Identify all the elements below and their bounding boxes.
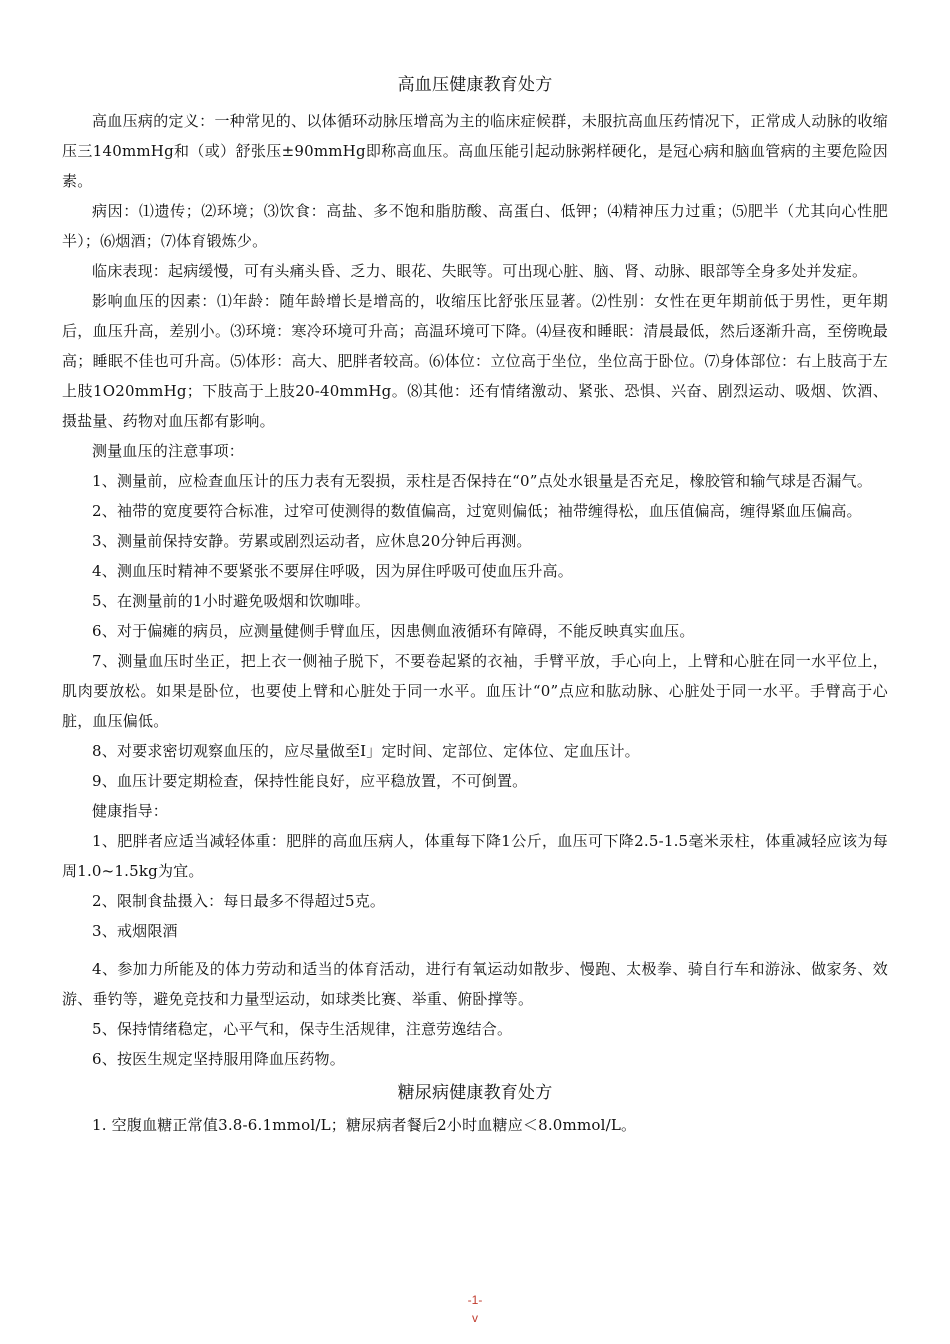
section-title-diabetes: 糖尿病健康教育处方 bbox=[397, 1083, 553, 1103]
paragraph-measure-2: 2、袖带的宽度要符合标准，过窄可使测得的数值偏高，过宽则偏低；袖带缠得松，血压值偏高，缠得紧血压偏高。 bbox=[92, 502, 862, 520]
paragraph-guidance-2: 2、限制食盐摄入：每日最多不得超过5克。 bbox=[92, 892, 386, 910]
paragraph-measure-5: 5、在测量前的1小时避免吸烟和饮咖啡。 bbox=[92, 592, 370, 610]
document-body bbox=[62, 70, 888, 1140]
paragraph-definition: 高血压病的定义：一种常见的、以体循环动脉压增高为主的临床症候群，未服抗高血压药情况下，正常成人动脉的收缩压三140mmHg和（或）舒张压±90mmHg即称高血压。高血压能引起动脉粥样硬化，是冠心病和脑血管病的主要危险因素。 bbox=[62, 112, 888, 190]
paragraph-guidance-6: 6、按医生规定坚持服用降血压药物。 bbox=[92, 1050, 345, 1068]
paragraph-guidance-1: 1、肥胖者应适当减轻体重：肥胖的高血压病人，体重每下降1公斤，血压可下降2.5-1.5毫米汞柱，体重减轻应该为每周1.0~1.5kg为宜。 bbox=[62, 832, 888, 880]
paragraph-measure-6: 6、对于偏瘫的病员，应测量健侧手臂血压，因患侧血液循环有障碍，不能反映真实血压。 bbox=[92, 622, 695, 640]
paragraph-measure-7: 7、测量血压时坐正，把上衣一侧袖子脱下，不要卷起紧的衣袖，手臂平放，手心向上，上臂和心脏在同一水平位上，肌肉要放松。如果是卧位，也要使上臂和心脏处于同一水平。血压计“0”点应和肱动脉、心脏处于同一水平。手臂高于心脏，血压偏低。 bbox=[62, 652, 888, 730]
footer-mark: v bbox=[472, 1311, 478, 1325]
page-number: -1- bbox=[467, 1293, 483, 1307]
paragraph-factors: 影响血压的因素：⑴年龄：随年龄增长是增高的，收缩压比舒张压显著。⑵性别：女性在更年期前低于男性，更年期后，血压升高，差别小。⑶环境：寒冷环境可升高；高温环境可下降。⑷昼夜和睡眠：清晨最低，然后逐渐升高，至傍晚最高；睡眠不佳也可升高。⑸体形：高大、肥胖者较高。⑹体位：立位高于坐位，坐位高于卧位。⑺身体部位：右上肢高于左上肢1O20mmHg；下肢高于上肢20-40mmHg。⑻其他：还有情绪激动、紧张、恐惧、兴奋、剧烈运动、吸烟、饮酒、摄盐量、药物对血压都有影响。 bbox=[62, 292, 888, 430]
paragraph-guidance-3: 3、戒烟限酒 bbox=[92, 922, 178, 940]
paragraph-guidance-5: 5、保持情绪稳定，心平气和，保寺生活规律，注意劳逸结合。 bbox=[92, 1020, 513, 1038]
document-title: 高血压健康教育处方 bbox=[397, 75, 553, 95]
paragraph-diabetes-1: 1. 空腹血糖正常值3.8-6.1mmol/L；糖尿病者餐后2小时血糖应＜8.0mmol/L。 bbox=[92, 1116, 637, 1134]
paragraph-measure-heading: 测量血压的注意事项： bbox=[92, 442, 245, 460]
paragraph-guidance-heading: 健康指导： bbox=[92, 802, 169, 820]
paragraph-symptoms: 临床表现：起病缓慢，可有头痛头昏、乏力、眼花、失眠等。可出现心脏、脑、肾、动脉、眼部等全身多处并发症。 bbox=[92, 262, 868, 280]
paragraph-measure-1: 1、测量前，应检查血压计的压力表有无裂损，汞柱是否保持在“0”点处水银量是否充足，橡胶管和输气球是否漏气。 bbox=[92, 472, 873, 490]
paragraph-measure-3: 3、测量前保持安静。劳累或剧烈运动者，应休息20分钟后再测。 bbox=[92, 532, 532, 550]
paragraph-measure-9: 9、血压计要定期检查，保持性能良好，应平稳放置，不可倒置。 bbox=[92, 772, 528, 790]
paragraph-measure-4: 4、测血压时精神不要紧张不要屏住呼吸，因为屏住呼吸可使血压升高。 bbox=[92, 562, 573, 580]
paragraph-measure-8: 8、对要求密切观察血压的，应尽量做至Ⅰ」定时间、定部位、定体位、定血压计。 bbox=[92, 742, 640, 760]
paragraph-causes: 病因：⑴遗传；⑵环境；⑶饮食：高盐、多不饱和脂肪酸、高蛋白、低钾；⑷精神压力过重；⑸肥半（尤其向心性肥半）；⑹烟酒；⑺体育锻炼少。 bbox=[62, 202, 888, 250]
paragraph-guidance-4: 4、参加力所能及的体力劳动和适当的体育活动，进行有氧运动如散步、慢跑、太极拳、骑自行车和游泳、做家务、效游、垂钓等，避免竞技和力量型运动，如球类比赛、举重、俯卧撑等。 bbox=[62, 960, 888, 1008]
